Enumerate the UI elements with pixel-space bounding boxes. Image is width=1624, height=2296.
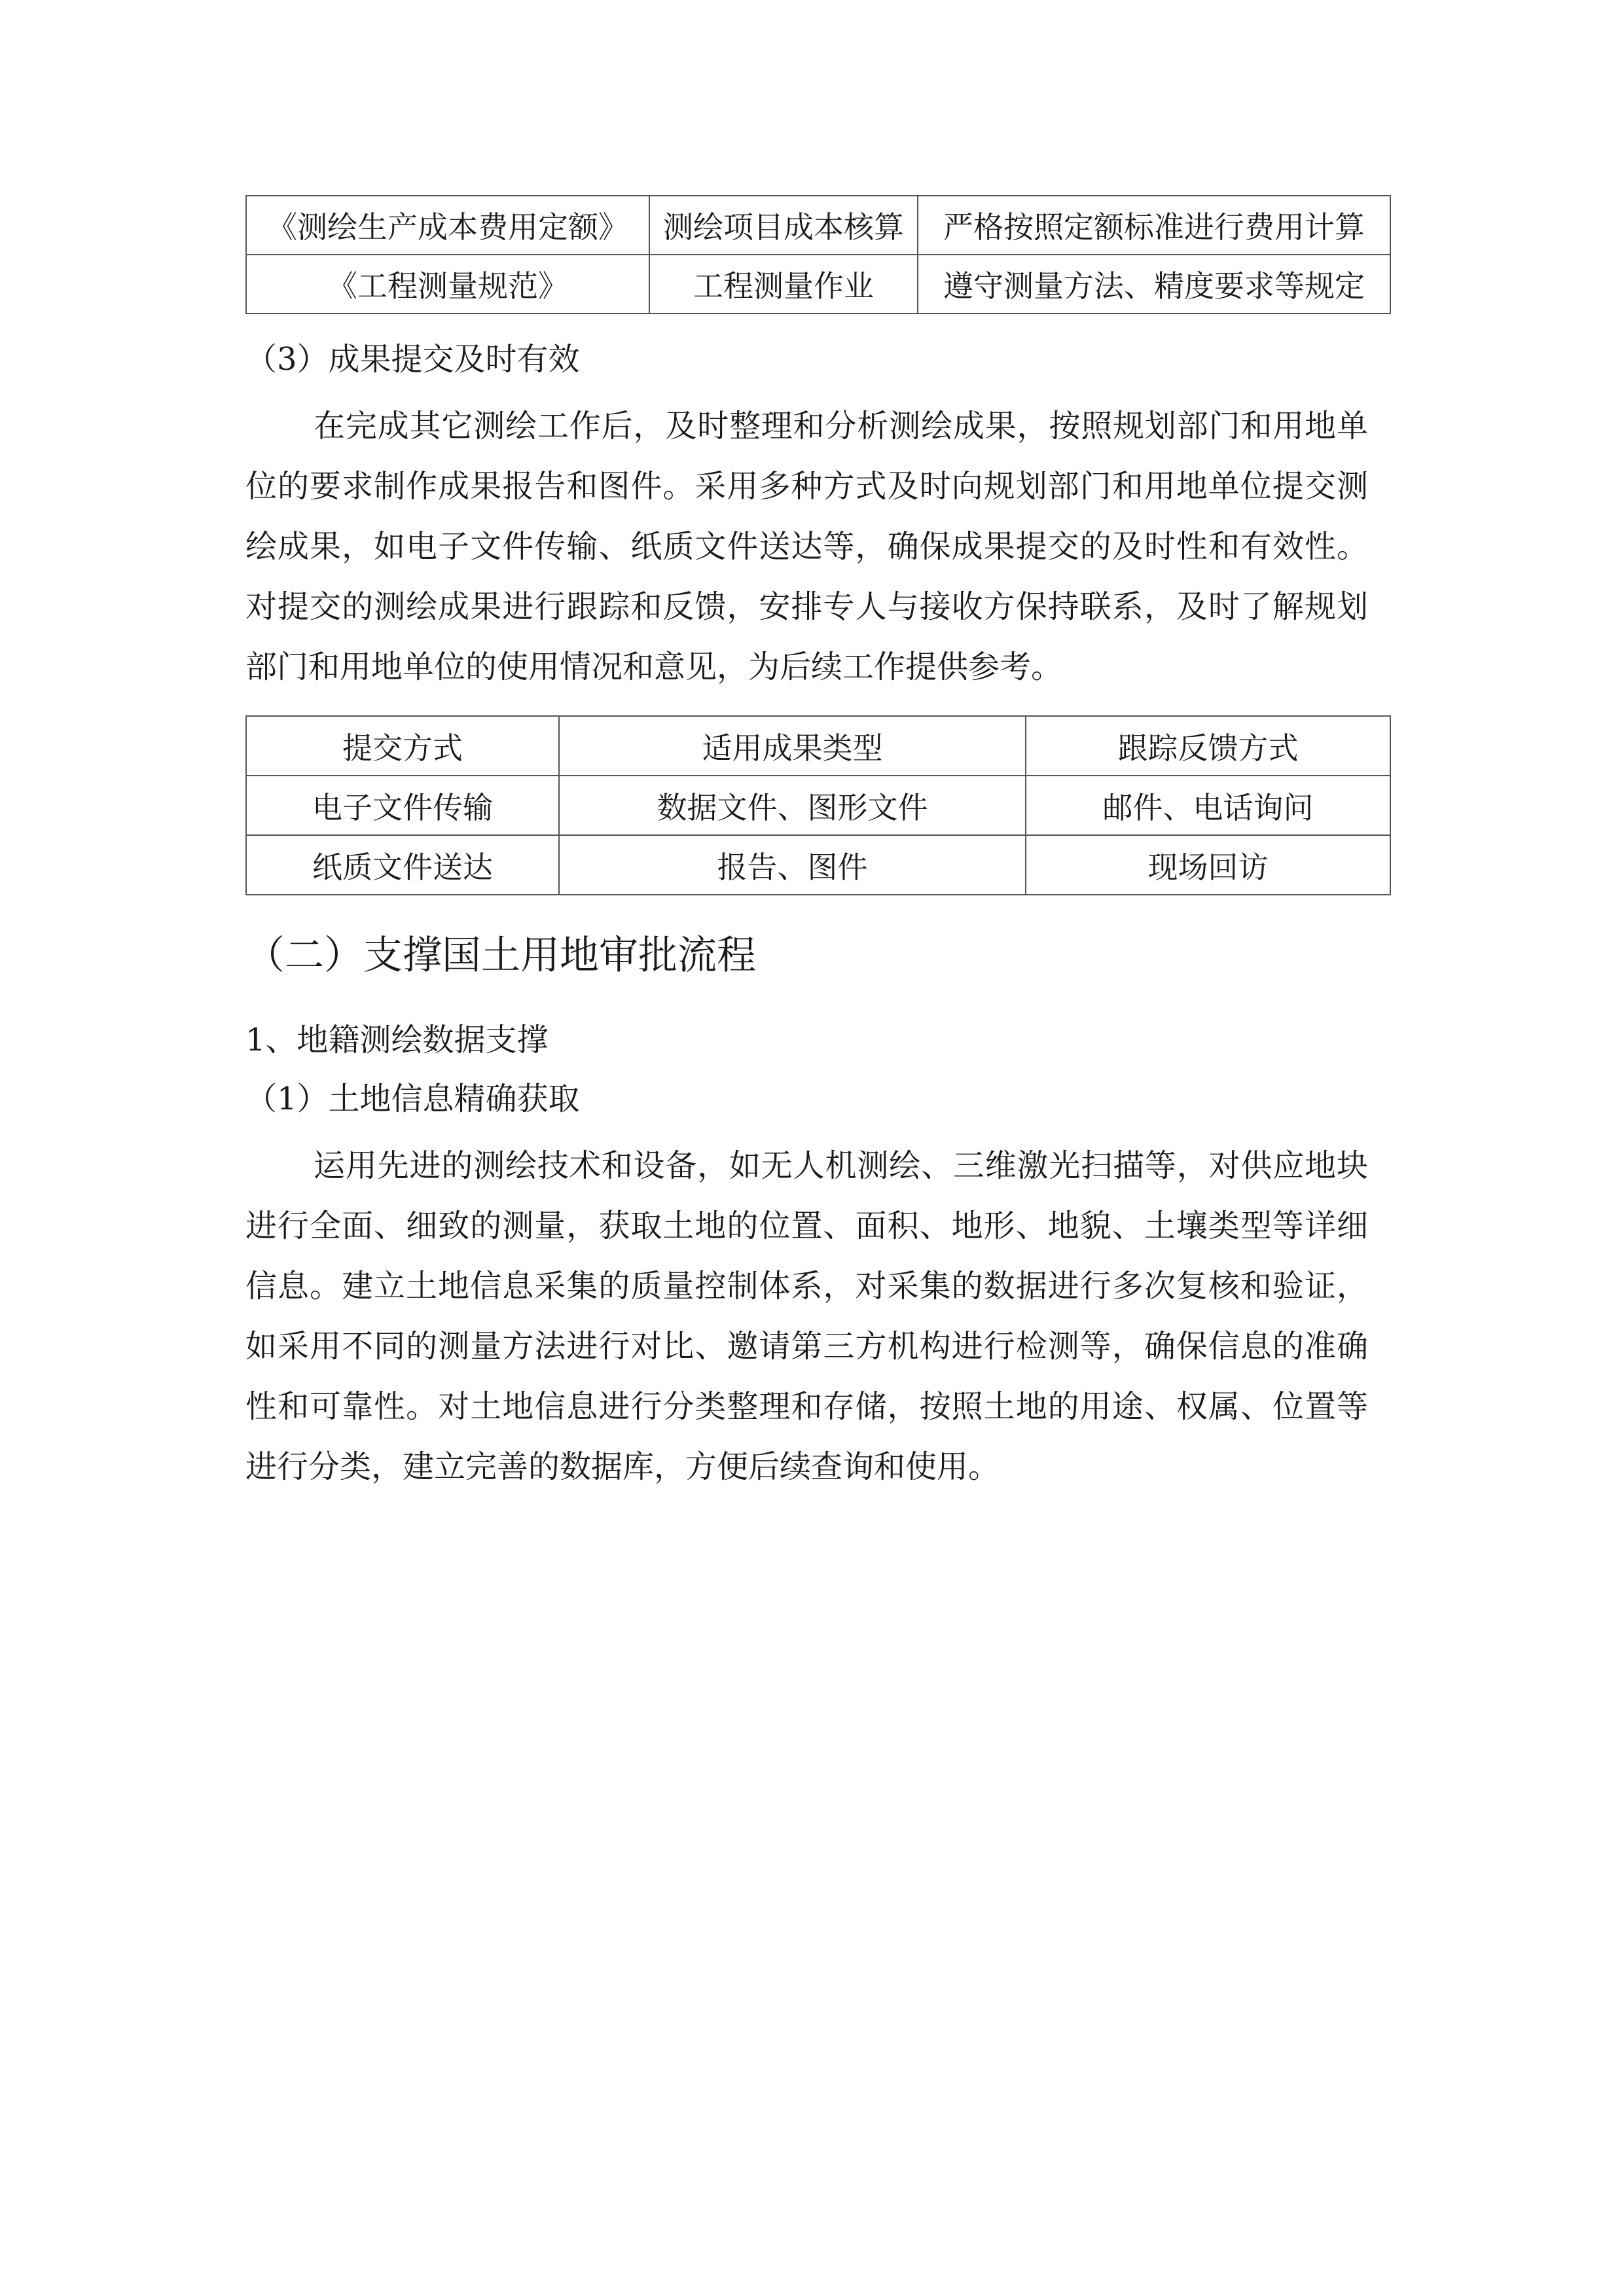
table-cell: 测绘项目成本核算 bbox=[649, 196, 918, 255]
table-cell: 数据文件、图形文件 bbox=[559, 776, 1026, 835]
column-header: 跟踪反馈方式 bbox=[1026, 716, 1390, 776]
column-header: 适用成果类型 bbox=[559, 716, 1026, 776]
table-cell: 严格按照定额标准进行费用计算 bbox=[918, 196, 1390, 255]
table-cell: 报告、图件 bbox=[559, 835, 1026, 895]
submission-table bbox=[245, 715, 1391, 895]
table-cell: 工程测量作业 bbox=[649, 255, 918, 314]
table-header-row bbox=[246, 716, 1390, 776]
table-cell: 《工程测量规范》 bbox=[246, 255, 649, 314]
section-title: （3）成果提交及时有效 bbox=[245, 341, 580, 378]
table-row bbox=[246, 196, 1390, 255]
table-cell: 邮件、电话询问 bbox=[1026, 776, 1390, 835]
table-row bbox=[246, 835, 1390, 895]
table-row bbox=[246, 255, 1390, 314]
subsection-title: 1、地籍测绘数据支撑 bbox=[245, 1022, 549, 1058]
table-cell: 电子文件传输 bbox=[246, 776, 559, 835]
table-cell: 遵守测量方法、精度要求等规定 bbox=[918, 255, 1390, 314]
chapter-heading: （二）支撑国土用地审批流程 bbox=[245, 933, 756, 978]
standards-table bbox=[245, 195, 1391, 314]
table-cell: 纸质文件送达 bbox=[246, 835, 559, 895]
table-row bbox=[246, 776, 1390, 835]
item-paragraph: 运用先进的测绘技术和设备，如无人机测绘、三维激光扫描等，对供应地块进行全面、细致的测量，获取土地的位置、面积、地形、地貌、土壤类型等详细信息。建立土地信息采集的质量控制体系，对采集的数据进行多次复核和验证，如采用不同的测量方法进行对比、邀请第三方机构进行检测等，确保信息的准确性和可靠性。对土地信息进行分类整理和存储，按照土地的用途、权属、位置等进行分类，建立完善的数据库，方便后续查询和使用。 bbox=[245, 1147, 1368, 1485]
section-paragraph: 在完成其它测绘工作后，及时整理和分析测绘成果，按照规划部门和用地单位的要求制作成果报告和图件。采用多种方式及时向规划部门和用地单位提交测绘成果，如电子文件传输、纸质文件送达等，确保成果提交的及时性和有效性。对提交的测绘成果进行跟踪和反馈，安排专人与接收方保持联系，及时了解规划部门和用地单位的使用情况和意见，为后续工作提供参考。 bbox=[245, 408, 1368, 685]
table-cell: 《测绘生产成本费用定额》 bbox=[246, 196, 649, 255]
column-header: 提交方式 bbox=[246, 716, 559, 776]
item-title: （1）土地信息精确获取 bbox=[245, 1081, 580, 1117]
table-cell: 现场回访 bbox=[1026, 835, 1390, 895]
